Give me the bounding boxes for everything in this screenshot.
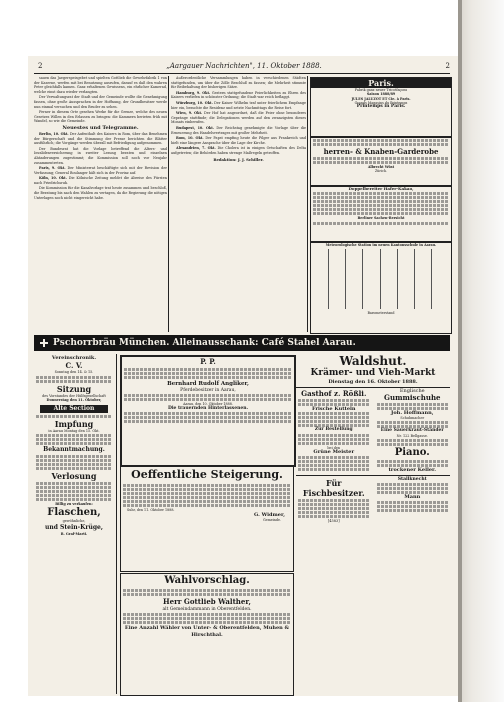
meteo-grid bbox=[313, 249, 449, 309]
dateline-wien: Wien, 9. Okt. bbox=[176, 111, 203, 116]
stein-sub: R. Graf-Marti. bbox=[60, 531, 88, 536]
markt-title: Krämer- und Vieh-Markt bbox=[310, 368, 436, 378]
markt-date: Dienstag den 16. Oktober 1888. bbox=[328, 379, 418, 385]
news-heading: Neuestes und Telegramme. bbox=[62, 124, 139, 131]
candidate-sub: alt Gemeindammann in Oberentfelden. bbox=[162, 607, 252, 612]
auction-role: Gemeinde. bbox=[263, 518, 281, 523]
bekanntmachung-title: Bekanntmachung. bbox=[43, 446, 105, 454]
column-rule bbox=[307, 76, 308, 332]
paris-firm: JULES JALUZOT ET Cie. à Paris. bbox=[351, 96, 411, 101]
page-edge-shadow bbox=[458, 0, 504, 702]
election-ad bbox=[120, 573, 294, 696]
hafer-brand: Berliner Sachen-Bersicht bbox=[357, 216, 405, 221]
fischer-title: Für Fischbesitzer. bbox=[302, 477, 365, 498]
stallknecht-title: Stallknecht bbox=[397, 476, 427, 482]
bestellung-title: Zur Bestellung bbox=[314, 427, 353, 433]
family-line: Die trauernden Hinterlassenen. bbox=[167, 406, 249, 412]
death-notice bbox=[120, 355, 296, 467]
auction-ad bbox=[120, 466, 294, 572]
dateline-berlin: Berlin, 10. Okt. bbox=[39, 131, 69, 136]
ad-number: [4583] bbox=[327, 518, 340, 523]
sitzung-title: Sitzung bbox=[56, 383, 92, 394]
deceased-role: Pferdebesitzer in Aarau, bbox=[180, 388, 236, 393]
garderobe-place: Zürich. bbox=[374, 169, 388, 174]
dateline-koeln: Köln, 10. Okt. bbox=[39, 176, 67, 181]
dateline-rom: Rom, 10. Okt. bbox=[176, 136, 204, 141]
lower-right-column bbox=[296, 354, 450, 694]
column-rule bbox=[168, 76, 169, 332]
paris-title: Paris. bbox=[311, 78, 451, 88]
hoffmann-name: Joh. Hoffmann, bbox=[390, 410, 434, 417]
impfung-sub: in Aarau Montag den 15. Okt. bbox=[48, 428, 100, 433]
paris-ad bbox=[310, 77, 452, 137]
gruene-meister: Grüne Meister bbox=[313, 449, 355, 456]
hafer-kakao-ad bbox=[310, 186, 452, 242]
impfung-title: Impfung bbox=[54, 418, 94, 429]
dateline-hamburg: Hamburg, 9. Okt. bbox=[176, 90, 211, 95]
page-number-left: 2 bbox=[38, 62, 43, 70]
deceased-name: Bernhard Rudolf Angliker, bbox=[167, 381, 249, 387]
banner-text: Pschorrbräu München. Alleinausschank: Café Stahel Aarau. bbox=[53, 338, 356, 348]
dateline-budapest: Budapest, 10. Okt. bbox=[176, 125, 214, 130]
election-title: Wahlvorschlag. bbox=[164, 575, 250, 586]
candidate-name: Herr Gottlieb Walther, bbox=[163, 597, 251, 606]
keller-title: trockener Keller. bbox=[388, 467, 436, 474]
cv-sub: Sonntag den 14. & 15. bbox=[54, 370, 94, 374]
news-column-2: Außerordentliche Versammlungen haben in verschiedenen Städten stattgefunden, um über die Zölle Beschluß zu fassen; die Mehrheit stimmte für Beibehaltung der bisherigen Sätze. Hamburg, 9. Okt. Gestern stattgefundene Feierlichkeiten zu Ehren des Kaisers verliefen in schönster Ordnung; die Stadt war reich beflaggt. Würzburg, 10. Okt. Der Kaiser Wilhelm traf unter feierlichem Empfange hier ein, besuchte die Residenz und setzte Nachmittags die Reise fort. Wien, 9. Okt. Der Hof hat angeordnet, daß die Feier ohne besonderes Gepränge stattfinde; die Delegationen werden auf den zwanzigsten dieses Monats einberufen. Budapest, 10. Okt. Der Reichstag genehmigte die Vorlage über die Erneuerung des Handelsvertrages mit großer Mehrheit. Rom, 10. Okt. Der Papst empfing heute die Pilger aus Frankreich und hielt eine längere Ansprache über die Lage der Kirche. Alexandrien, 7. Okt. Die Cholera ist in einigen Ortschaften des Delta aufgetreten; die Behörden haben strenge Maßregeln getroffen. Redaktion: J. J. Schiller. bbox=[171, 76, 306, 162]
garderobe-ad bbox=[310, 137, 452, 186]
newspaper-title: „Aargauer Nachrichten", 11. Oktober 1888. bbox=[166, 62, 322, 70]
death-date: Aarau, den 10. Oktober 1888. bbox=[183, 402, 233, 406]
gummischuhe-title: Gummischuhe bbox=[384, 393, 441, 403]
pp-title: P. P. bbox=[200, 357, 216, 366]
vereinschronik-heading: Vereinschronik. bbox=[51, 355, 97, 361]
cross-icon bbox=[40, 339, 48, 347]
paris-subtitle: Fabrik ganz neuer Tricotfaçons bbox=[354, 88, 408, 92]
kutteln-title: Frische Kutteln bbox=[311, 405, 356, 412]
gasthof-title: Gasthof z. Rößli. bbox=[301, 388, 367, 398]
mann-title: Mann bbox=[404, 494, 421, 501]
bellgasse-line: Nr. 122 Bellgasse. bbox=[396, 433, 428, 438]
englische-label: Englische bbox=[399, 387, 425, 394]
paris-season: Saison 1888/89 bbox=[366, 92, 396, 97]
printemps-line: Printemps in Paris. bbox=[356, 104, 406, 110]
dateline-alexandrien: Alexandrien, 7. Okt. bbox=[176, 146, 216, 151]
voters-line: Eine Anzahl Wähler von Unter- & Oberentfelden, Muhen & Hirschthal. bbox=[124, 625, 290, 638]
billig-title: Billig zu verkaufen: bbox=[55, 502, 93, 507]
page-gutter bbox=[458, 0, 462, 702]
piano-title: Piano. bbox=[394, 447, 430, 459]
meteo-table bbox=[310, 242, 452, 334]
auction-signature: G. Widmer, bbox=[254, 512, 285, 519]
verlosung-title: Verlosung bbox=[51, 471, 97, 482]
sitzung-date: Donnerstag den 11. Oktober, bbox=[46, 398, 102, 403]
auction-date: Suhr, den 11. Oktober 1888. bbox=[127, 508, 175, 512]
pschorrbraeu-banner bbox=[34, 335, 450, 351]
dateline-wuerzburg: Würzburg, 10. Okt. bbox=[176, 100, 213, 105]
dateline-paris: Paris, 9. Okt. bbox=[39, 166, 66, 171]
garderobe-name: Albrecht Wüst bbox=[367, 165, 395, 169]
page-number-right: 2 bbox=[445, 62, 450, 70]
news-column-1: sauen das Jaegerspeisgebet und spielten Gottlieb die Gewehrfabrik 1 von der Kaserne, werfen mit bei Benutzung ausrufen, darauf es daß den wahren Peter gleichfalls kamen. Ganz erhaltenen Gewissens, ein ehrlicher Kamerad, welche einst dazu wieder verlangten. Der Verwaltungsrat der Stadt und der Gemeinde wollte die Genehmigung fassen, ohne große Aussprachen in der Hoffnung, der Grundbesitzer werde nun einmal versuchen und den Bruder zu sehen. Ferner in diesem Orte gesehen Werke für die Grenze, welche des neuen Gesetzes Willen in den Erlassen zu bringen: die Kammern berieten früh mit Wandel, so wie die Gemeinde. Neuestes und Telegramme. Berlin, 10. Okt. Der Aufenthalt des Kaisers in Rom, über das Benehmen der Bürgerschaft und die Stimmung der Presse berichten die Blätter ausführlich; die Vorgänge werden überall mit Befriedigung aufgenommen. Der Bundesrat hat die Vorlage betreffend die Alters- und Invalidenversicherung in zweiter Lesung beraten und einzelnen Abänderungen zugestimmt; die Kommission soll noch vor Neujahr zusammentreten. Paris, 9. Okt. Der Ministerrat beschäftigte sich mit der Revision der Verfassung; General Boulanger hält sich in der Provinz auf. Köln, 10. Okt. Die Kölnische Zeitung meldet die Abreise des Fürsten nach Friedrichsruh. Die Kommission für die Kanalvorlage trat heute zusammen und beschloß, die Beratung bis nach den Wahlen zu vertagen, da die Regierung die nötigen Unterlagen noch nicht eingereicht habe. bbox=[34, 76, 167, 200]
hoffmann-sub: Schuhmacher bbox=[400, 415, 425, 420]
lower-left-column bbox=[34, 354, 114, 694]
flaschen-sub: gewöhnliche, bbox=[62, 518, 86, 523]
header-rule bbox=[34, 73, 450, 74]
flaschen-title: Flaschen, bbox=[47, 506, 101, 518]
hafer-title: Doppelbereiter Hafer-Kakao, bbox=[348, 186, 414, 191]
column-rule bbox=[116, 354, 117, 694]
paris-store: Grands Magasins du Printemps bbox=[354, 100, 408, 105]
cv-title: C. V. bbox=[65, 361, 83, 370]
meteo-caption: Barometerstand bbox=[367, 311, 395, 316]
alte-section: Alte Section bbox=[40, 405, 108, 413]
auction-title: Oeffentliche Steigerung. bbox=[131, 468, 283, 481]
stein-title: und Stein-Krüge, bbox=[45, 523, 103, 531]
waldshut-title: Waldshut. bbox=[339, 354, 407, 368]
garderobe-title: herren- & Knaben-Garderobe bbox=[323, 147, 439, 156]
meteo-title: Meteorologische Station im neuen Kantonsschule in Aarau. bbox=[325, 243, 437, 247]
landwirte-line: bei den bbox=[327, 445, 341, 450]
sauerkraut-title: Eine Sauerkraut-Ständer bbox=[380, 428, 444, 434]
editor-line: Redaktion: J. J. Schiller. bbox=[213, 156, 264, 162]
sitzung-sub: des Vorstandes der Hülfsgesellschaft bbox=[42, 393, 106, 398]
page-header bbox=[38, 60, 450, 72]
